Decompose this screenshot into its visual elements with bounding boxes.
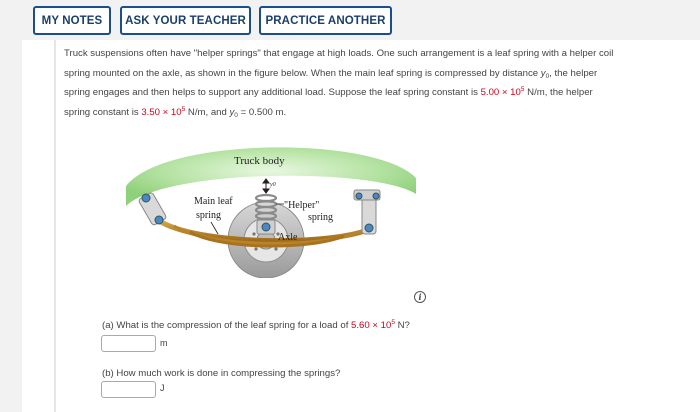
problem-line-1: Truck suspensions often have "helper springs" that engage at high loads. One such arrangement is a leaf spring with a helper coil (64, 48, 614, 59)
problem-line-4: spring constant is $3.50 \times 10^5$ N/m, and $y_0 = 0.500$ m. (64, 105, 287, 119)
question-b: (b) How much work is done in compressing the springs? (102, 368, 341, 379)
truck-body-label: Truck body (234, 155, 285, 167)
helper-spring-constant: $3.50 \times 10^5$ (141, 105, 186, 118)
axle-label: Axle (278, 232, 298, 243)
main-leaf-label-2: spring (196, 210, 221, 221)
helper-label-1: "Helper" (284, 200, 320, 211)
problem-line-3: spring engages and then helps to support any additional load. Suppose the leaf spring constant is $5.00 \times 10^5$ N/m, the helper (64, 86, 593, 98)
answer-a-input[interactable] (101, 335, 156, 352)
question-a: (a) What is the compression of the leaf spring for a load of $5.60 \times 10^5$ N? (102, 319, 410, 331)
main-leaf-label-1: Main leaf (194, 196, 233, 207)
ask-your-teacher-button[interactable]: ASK YOUR TEACHER (120, 6, 251, 35)
truck-suspension-figure (126, 128, 416, 278)
leaf-spring-constant: $5.00 \times 10^5$ (480, 86, 525, 98)
practice-another-button[interactable]: PRACTICE ANOTHER (259, 6, 392, 35)
answer-a-unit: m (160, 338, 168, 348)
problem-statement (64, 44, 676, 122)
answer-b-input[interactable] (101, 381, 156, 398)
y0-gap-arrow (263, 179, 269, 193)
info-icon[interactable]: i (414, 291, 426, 303)
my-notes-button[interactable]: MY NOTES (33, 6, 111, 35)
helper-label-2: spring (308, 212, 333, 223)
problem-line-2: spring mounted on the axle, as shown in the figure below. When the main leaf spring is compressed by distance $y_0$, the helper (64, 67, 598, 80)
left-shackle (138, 192, 167, 226)
panel-divider (54, 40, 56, 412)
y0-label: y0 (270, 182, 276, 188)
load-value: $5.60 \times 10^5$ (351, 319, 395, 331)
answer-b-unit: J (160, 383, 165, 393)
right-shackle (354, 190, 380, 234)
toolbar (0, 0, 700, 40)
